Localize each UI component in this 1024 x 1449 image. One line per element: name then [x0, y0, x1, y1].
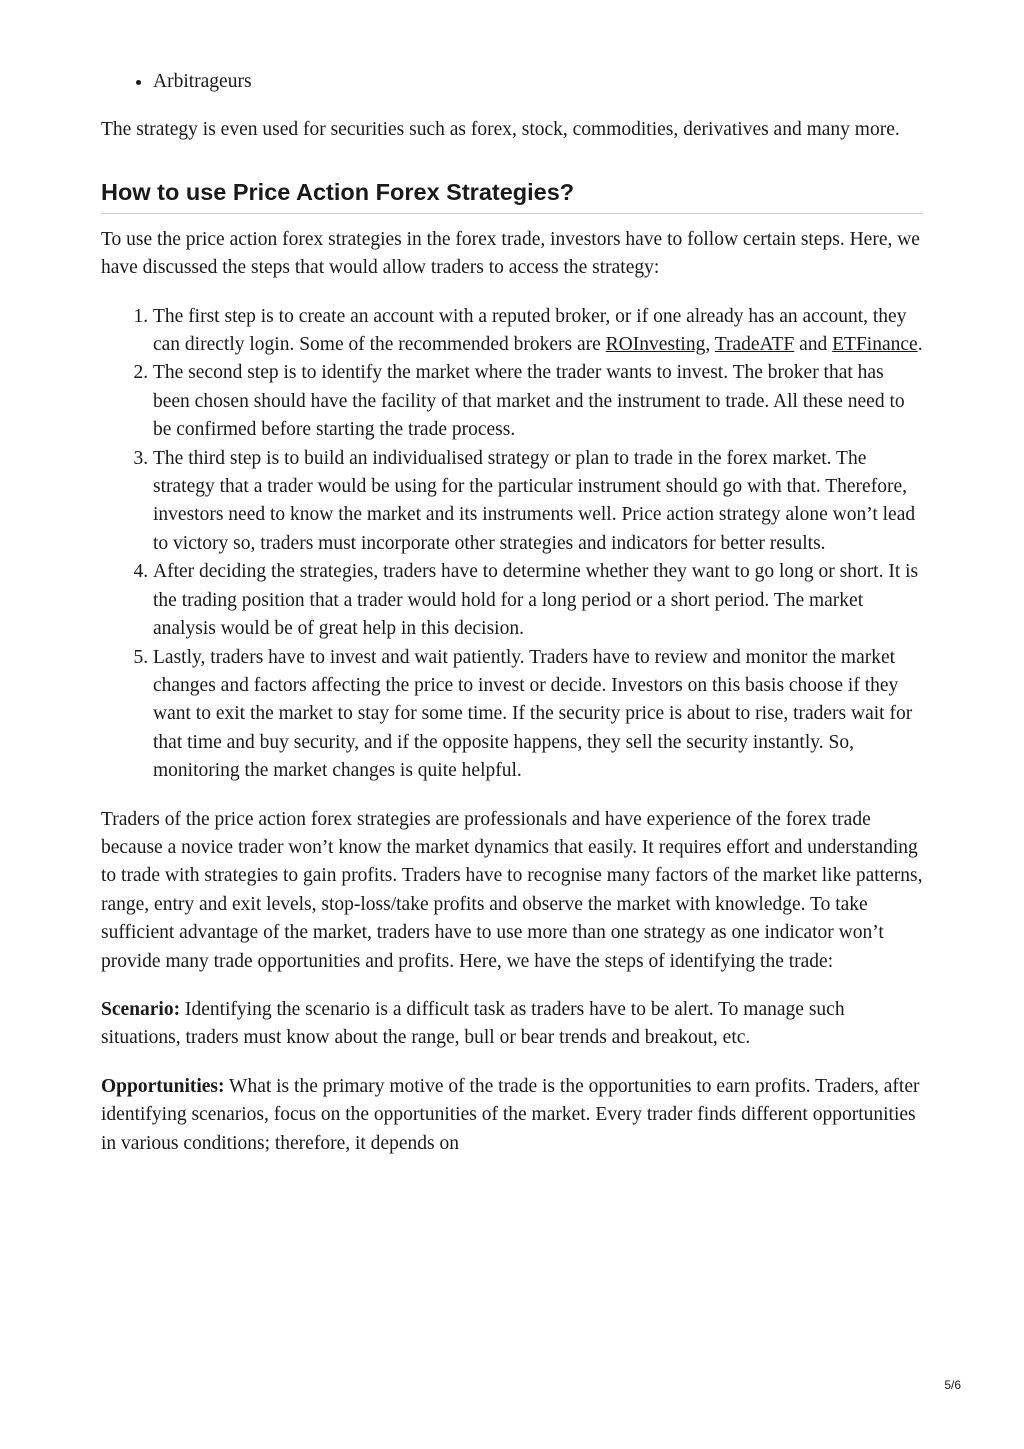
scenario-paragraph — [101, 996, 923, 1053]
step-1-separator-1: , — [705, 334, 715, 356]
bullet-list — [101, 68, 923, 96]
document-page — [101, 68, 923, 1158]
opportunities-paragraph — [101, 1073, 923, 1158]
etfinance-link[interactable]: ETFinance — [832, 334, 918, 356]
step-1-separator-2: and — [794, 334, 833, 356]
step-item-3: 3. The third step is to build an individualised strategy or plan to trade in the forex market. The strategy that a trader would be using for the particular instrument should go with that. Therefore, investors need to know the market and its instruments well. Price action strategy alone won’t lead to victory so, traders must incorporate other strategies and indicators for better results. — [153, 445, 923, 559]
opportunities-text: What is the primary motive of the trade is the opportunities to earn profits. Traders, after identifying scenarios, focus on the opportunities of the market. Every trader finds different opportunities in various conditions; therefore, it depends on — [101, 1075, 920, 1154]
page-number: 5/6 — [944, 1378, 961, 1392]
section-heading: How to use Price Action Forex Strategies? — [101, 177, 923, 214]
step-item-1 — [153, 303, 923, 360]
step-item-2: 2. The second step is to identify the market where the trader wants to invest. The broker that has been chosen should have the facility of that market and the instrument to trade. All these need to be confirmed before starting the trade process. — [153, 359, 923, 444]
step-1-text: The first step is to create an account with a reputed broker, or if one already has an account, they can directly login. Some of the recommended brokers are — [153, 305, 907, 356]
step-1-end: . — [917, 334, 923, 356]
steps-intro-paragraph: To use the price action forex strategies in the forex trade, investors have to follow certain steps. Here, we have discussed the steps that would allow traders to access the strategy: — [101, 228, 920, 279]
scenario-term: Scenario: — [101, 998, 181, 1020]
bullet-item-arbitrageurs: • Arbitrageurs — [153, 68, 923, 96]
tradeatf-link[interactable]: TradeATF — [714, 334, 795, 356]
intro-paragraph: The strategy is even used for securities such as forex, stock, commodities, derivatives and many more. — [101, 119, 900, 141]
steps-list — [101, 303, 923, 786]
traders-paragraph: Traders of the price action forex strategies are professionals and have experience of the forex trade because a novice trader won’t know the market dynamics that easily. It requires effort and understanding to trade with strategies to gain profits. Traders have to recognise many factors of the market like patterns, range, entry and exit levels, stop-loss/take profits and observe the market with knowledge. To take sufficient advantage of the market, traders have to use more than one strategy as one indicator won’t provide many trade opportunities and profits. Here, we have the steps of identifying the trade: — [101, 808, 923, 972]
opportunities-term: Opportunities: — [101, 1075, 225, 1097]
scenario-text: Identifying the scenario is a difficult task as traders have to be alert. To manage such situations, traders must know about the range, bull or bear trends and breakout, etc. — [101, 998, 845, 1049]
roinvesting-link[interactable]: ROInvesting — [605, 334, 706, 356]
step-item-4: 4. After deciding the strategies, traders have to determine whether they want to go long or short. It is the trading position that a trader would hold for a long period or a short period. The market analysis would be of great help in this decision. — [153, 558, 923, 643]
step-item-5: 5. Lastly, traders have to invest and wait patiently. Traders have to review and monitor the market changes and factors affecting the price to invest or decide. Investors on this basis choose if they want to exit the market to stay for some time. If the security price is about to rise, traders wait for that time and buy security, and if the opposite happens, they sell the security instantly. So, monitoring the market changes is quite helpful. — [153, 644, 923, 786]
